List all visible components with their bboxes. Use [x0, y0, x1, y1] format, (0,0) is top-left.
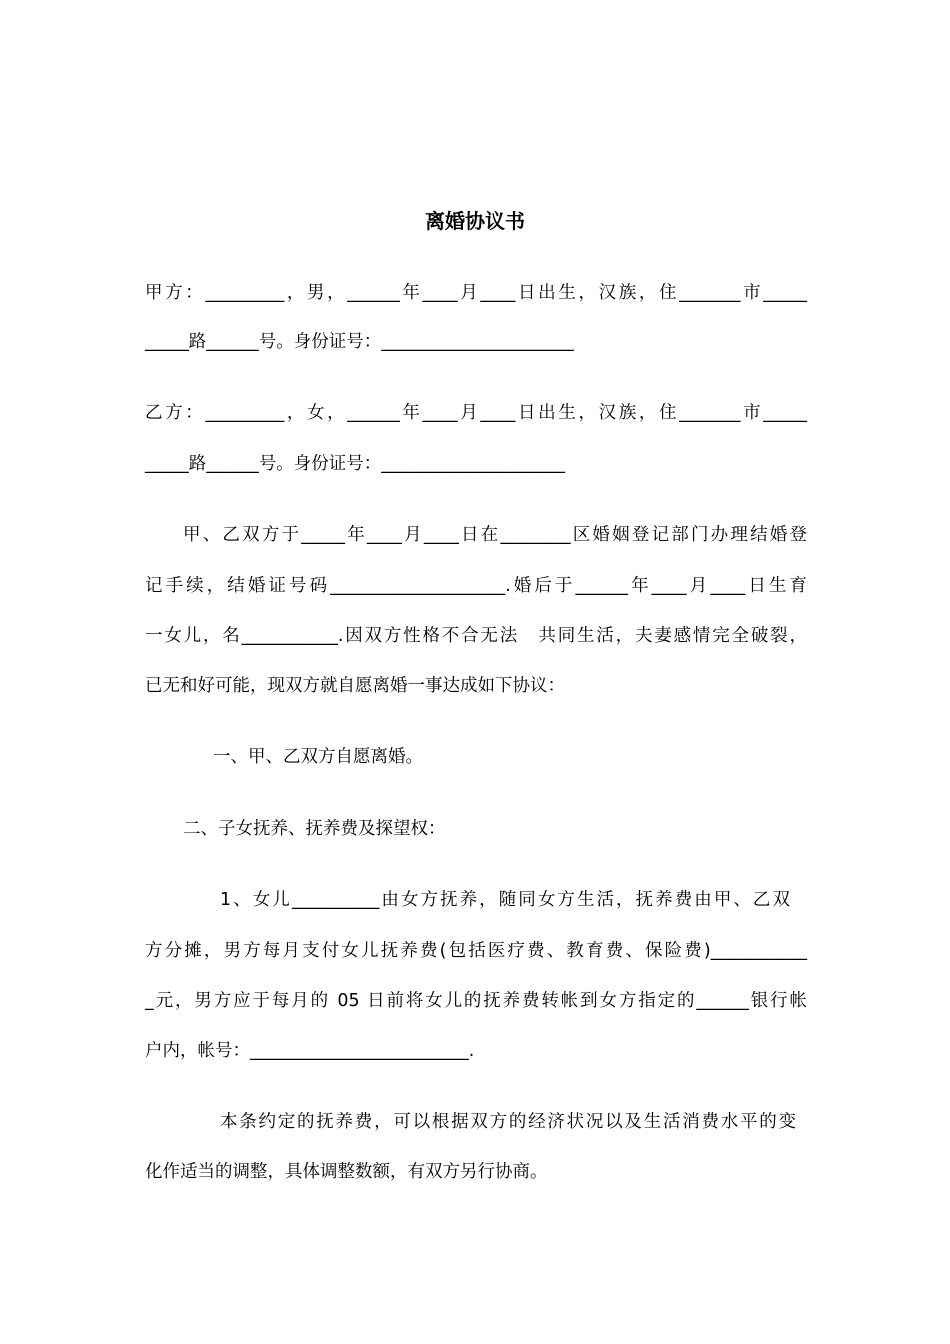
item-1-line-3: _元，男方应于每月的 05 日前将女儿的抚养费转帐到女方指定的______银行帐 [145, 991, 807, 1011]
party-a-line-1: 甲方：_________，男，______年____月____日出生，汉族，住_______市_____ [145, 283, 807, 303]
intro-line-3: 一女儿，名___________.因双方性格不合无法 共同生活，夫妻感情完全破裂， [145, 626, 807, 646]
item-1-line-4: 户内，帐号：_________________________. [145, 1041, 475, 1061]
item-1-line-1: 1、女儿__________由女方抚养，随同女方生活，抚养费由甲、乙双 [220, 890, 790, 910]
intro-line-2: 记手续，结婚证号码____________________.婚后于______年____月____日生育 [145, 576, 807, 596]
clause-1: 一、甲、乙双方自愿离婚。 [213, 747, 423, 767]
adjustment-line-2: 化作适当的调整，具体调整数额，有双方另行协商。 [145, 1162, 548, 1182]
party-b-line-1: 乙方：_________，女，______年____月____日出生，汉族，住_______市_____ [145, 403, 807, 423]
intro-line-4: 已无和好可能，现双方就自愿离婚一事达成如下协议： [145, 676, 565, 696]
party-a-line-2: _____路______号。身份证号：______________________ [145, 332, 574, 352]
document-title: 离婚协议书 [425, 209, 525, 233]
item-1-line-2: 方分摊，男方每月支付女儿抚养费(包括医疗费、教育费、保险费)___________ [145, 941, 807, 961]
intro-line-1: 甲、乙双方于_____年____月____日在________区婚姻登记部门办理结婚登 [183, 525, 807, 545]
party-b-line-2: _____路______号。身份证号：_____________________ [145, 454, 565, 474]
adjustment-line-1: 本条约定的抚养费，可以根据双方的经济状况以及生活消费水平的变 [220, 1112, 796, 1132]
clause-2: 二、子女抚养、抚养费及探望权： [183, 819, 446, 839]
